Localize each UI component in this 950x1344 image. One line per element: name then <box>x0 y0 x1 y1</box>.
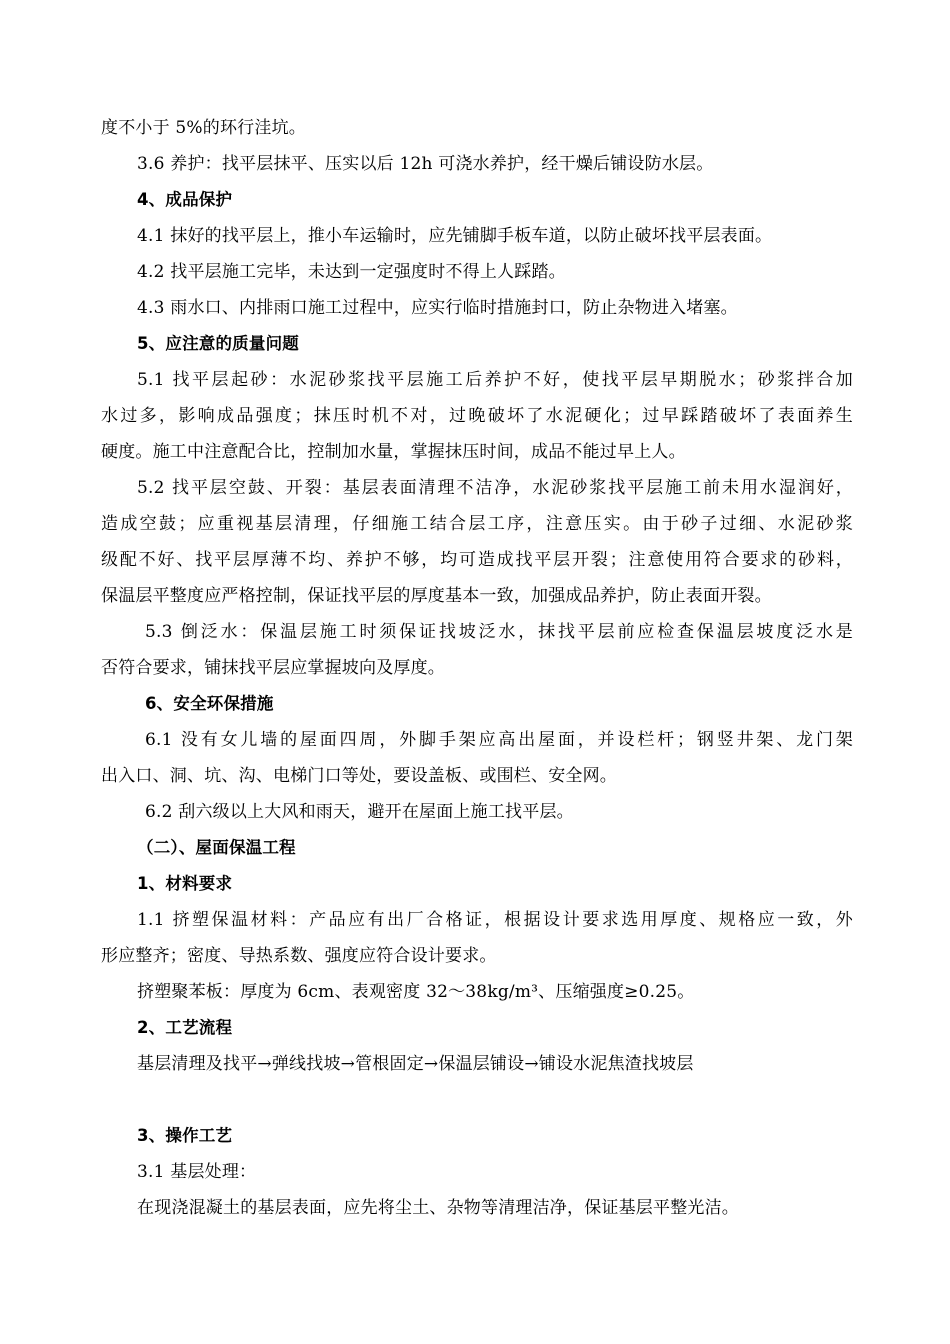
section-heading: 5、应注意的质量问题 <box>137 334 299 353</box>
section-heading: 1、材料要求 <box>137 874 233 893</box>
paragraph-line: 3.1 基层处理： <box>137 1162 257 1182</box>
paragraph-line: 5.2 找平层空鼓、开裂：基层表面清理不洁净，水泥砂浆找平层施工前未用水湿润好， <box>137 478 853 498</box>
paragraph-line: 6.2 刮六级以上大风和雨天，避开在屋面上施工找平层。 <box>145 802 574 822</box>
paragraph-line: 挤塑聚苯板：厚度为 6cm、表观密度 32～38kg/m³、压缩强度≥0.25。 <box>137 982 695 1002</box>
paragraph-line: 保温层平整度应严格控制，保证找平层的厚度基本一致，加强成品养护，防止表面开裂。 <box>101 586 772 606</box>
paragraph-line: 基层清理及找平→弹线找坡→管根固定→保温层铺设→铺设水泥焦渣找坡层 <box>137 1054 694 1074</box>
section-heading: 3、操作工艺 <box>137 1126 233 1145</box>
paragraph-line: 度不小于 5%的环行洼坑。 <box>101 118 306 138</box>
paragraph-line: 6.1 没有女儿墙的屋面四周，外脚手架应高出屋面，并设栏杆；钢竖井架、龙门架 <box>145 730 853 750</box>
paragraph-line: 在现浇混凝土的基层表面，应先将尘土、杂物等清理洁净，保证基层平整光洁。 <box>137 1198 739 1218</box>
paragraph-line: 水过多，影响成品强度；抹压时机不对，过晚破坏了水泥硬化；过早踩踏破坏了表面养生 <box>101 406 853 426</box>
paragraph-line: 5.3 倒泛水：保温层施工时须保证找坡泛水，抹找平层前应检查保温层坡度泛水是 <box>145 622 853 642</box>
paragraph-line: 4.1 抹好的找平层上，推小车运输时，应先铺脚手板车道，以防止破坏找平层表面。 <box>137 226 773 246</box>
paragraph-line: 5.1 找平层起砂：水泥砂浆找平层施工后养护不好，使找平层早期脱水；砂浆拌合加 <box>137 370 853 390</box>
paragraph-line: 形应整齐；密度、导热系数、强度应符合设计要求。 <box>101 946 497 966</box>
section-heading: 2、工艺流程 <box>137 1018 233 1037</box>
paragraph-line: 否符合要求，铺抹找平层应掌握坡向及厚度。 <box>101 658 445 678</box>
paragraph-line: 出入口、洞、坑、沟、电梯门口等处，要设盖板、或围栏、安全网。 <box>101 766 617 786</box>
paragraph-line: 造成空鼓；应重视基层清理，仔细施工结合层工序，注意压实。由于砂子过细、水泥砂浆 <box>101 514 853 534</box>
paragraph-line: 1.1 挤塑保温材料：产品应有出厂合格证，根据设计要求选用厚度、规格应一致，外 <box>137 910 853 930</box>
paragraph-line: 4.2 找平层施工完毕，未达到一定强度时不得上人踩踏。 <box>137 262 566 282</box>
section-heading: 6、安全环保措施 <box>145 694 274 713</box>
paragraph-line: 硬度。施工中注意配合比，控制加水量，掌握抹压时间，成品不能过早上人。 <box>101 442 686 462</box>
paragraph-line: 4.3 雨水口、内排雨口施工过程中，应实行临时措施封口，防止杂物进入堵塞。 <box>137 298 738 318</box>
paragraph-line: 3.6 养护：找平层抹平、压实以后 12h 可浇水养护，经干燥后铺设防水层。 <box>137 154 714 174</box>
section-heading: （二）、屋面保温工程 <box>137 838 296 857</box>
paragraph-line: 级配不好、找平层厚薄不均、养护不够，均可造成找平层开裂；注意使用符合要求的砂料， <box>101 550 853 570</box>
section-heading: 4、成品保护 <box>137 190 233 209</box>
